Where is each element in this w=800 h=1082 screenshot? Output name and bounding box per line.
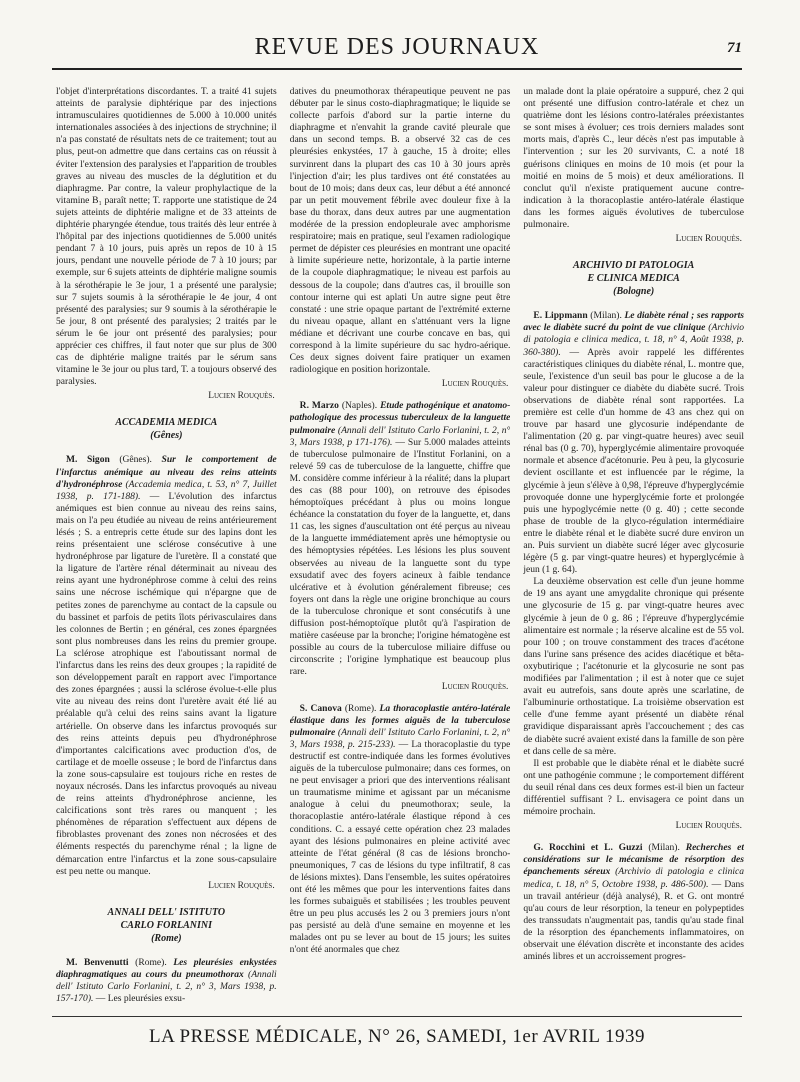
article-place: (Rome). [341, 702, 380, 714]
section-heading-line: ANNALI DELL' ISTITUTO [107, 906, 226, 918]
journal-section-heading [523, 259, 744, 298]
article-body: — Dans un travail antérieur (déjà analysé), R. et G. ont montré qu'au cours de leur résorption, la teneur en polypeptides des transsudats n'augmentait pas, tandis qu'au stade final de la résorption des épanchements inflammatoires, on observait une élévation discrète et inconstante des acides aminés libres et un accroissement progres- [523, 878, 745, 963]
article-title: La thoracoplastie antéro-latérale élastique dans les formes aiguës de la tuberculose pulmonaire [289, 702, 511, 738]
article-title: Sur le comportement de l'infarctus anémique au niveau des reins atteints d'hydronéphrose [56, 454, 277, 490]
journal-section-heading [56, 906, 277, 945]
author-signature: Lucien Rouquès. [675, 821, 743, 832]
article-place: (Milan). [587, 310, 625, 322]
author-signature: Lucien Rouquès. [208, 880, 275, 891]
section-heading-line: ACCADEMIA MEDICA [115, 417, 218, 429]
author-signature: Lucien Rouquès. [441, 681, 509, 692]
article-title: Le diabète rénal ; ses rapports avec le diabète sucré du point de vue clinique [523, 310, 745, 334]
article-author: M. Sigon [66, 454, 110, 466]
footer-rule [52, 1016, 742, 1017]
article-abstract [290, 703, 511, 957]
paragraph: datives du pneumothorax thérapeutique peuvent ne pas débuter par le sinus costo-diaphragmatique; le liquide se collecte parfois d'abord sur la partie interne du diaphragme et n'envahit la grande cavité pleurale que dans un second temps. B. a observé 32 cas de ces pleurésies enkystées, 17 à gauche, 15 à droite; elles survinrent dans la plupart des cas 10 à 30 jours après l'injection d'air; les plus tardives ont été constatées au bout de 10 mois; dans deux cas, leur début a été annoncé par un petit mouvement fébrile avec douleur fixe à la base du thorax, dans deux autres par une augmentation modérée de la pression endopleurale avec amphorisme respiratoire; mais en pratique, seul l'examen radiologique permet de dépister ces pleurésies en montrant une opacité à limite supérieure nette, horizontale, à la partie interne de la coupole diaphragmatique; le niveau est parfois au dessous de la coupole; dans d'autres cas, il brouille son contour interne qui est aplati Un autre signe peut être constaté : une strie opaque partant de l'extrémité externe du niveau opaque, allant en s'atténuant vers la ligne médiane et décrivant une courbe concave en bas, qui correspond à la limite supérieure du sac hydro-aérique. Ces deux signes doivent faire pratiquer un examen radiologique en position horizontale. [289, 86, 511, 376]
article-body: — Les pleurésies exsu- [93, 993, 186, 1005]
article-author: G. Rocchini et L. Guzzi [533, 842, 643, 854]
article-title: Les pleurésies enkystées diaphragmatiques au cours du pneumothorax [56, 956, 277, 980]
article-author: M. Benvenutti [66, 956, 129, 968]
column-2 [290, 86, 511, 1006]
article-body: — Après avoir rappelé les différentes caractéristiques cliniques du diabète rénal, L. montre que, seule, l'existence d'un seuil bas pour le glucose a de la valeur pour distinguer ce diabète du diabète sucré. Trois observations de diabète rénal sont rapportées. La première est celle d'un homme de 43 ans chez qui on trouve par hasard une glycosurie indépendante de l'alimentation (20 g. par vingt-quatre heures) avec seuil rénal bas (0 g. 70), hyperglycémie alimentaire provoquée normale et absence d'acétonurie. Peu à peu, la glycosurie devient oscillante et est influencée par le régime, la glycémie à jeun s'élève à 0,98, l'épreuve d'hyperglycémie provoquée donne une hyperglycémie forte et prolongée puis une hypoglycémie nette (0 g. 40) ; cette seconde phase de trouble de la glyco-régulation intermédiaire entre le diabète rénal et le diabète sucré dure environ un an. Puis survient un diabète sucré léger avec glycosurie légère (5 g. par vingt-quatre heures) et hyperglycémie à jeun (1 g. 64). [523, 346, 745, 576]
section-heading-line: CARLO FORLANINI [120, 919, 213, 931]
article-reference: (Annali dell' Istituto Carlo Forlanini, t. 2, n° 3, Mars 1938, p. 157-170). [56, 968, 277, 1005]
author-signature: Lucien Rouquès. [441, 379, 509, 390]
article-author: R. Marzo [299, 400, 339, 412]
article-title: Etude pathogénique et anatomo-pathologique des processus tuberculeux de la languette pulmonaire [289, 400, 511, 436]
page-header [52, 22, 742, 70]
paragraph: La deuxième observation est celle d'un jeune homme de 19 ans ayant une amygdalite chronique qui présente une glycosurie de 15 g. par vingt-quatre heures avec glycémie à jeun de 0 g. 86 ; l'épreuve d'hyperglycémie alimentaire est normale ; la réserve alcaline est de 55 vol. pour 100 ; on trouve constamment des traces d'acétone dans l'urine sans présence des acides diacétique et bêta-oxybutirique ; l'acétonurie et la glycosurie ne sont pas modifiées par l'alimentation ; il est à noter que ce sujet avait eu autrefois, sans doute après une scarlatine, de l'albuminurie orthostatique. La troisième observation est celle d'une femme ayant présenté un diabète rénal gravidique disparaissant après l'accouchement ; des cas de diabète sucré avaient existé dans la famille de son père et dans celle de sa mère. [523, 576, 745, 757]
section-heading-line: (Bologne) [613, 286, 655, 298]
section-heading-line: (Gênes) [150, 430, 183, 442]
publication-footer: LA PRESSE MÉDICALE, N° 26, SAMEDI, 1er AVRIL 1939 [148, 1026, 646, 1047]
article-abstract [290, 400, 511, 678]
article-author: E. Lippmann [533, 310, 588, 322]
article-place: (Milan). [642, 842, 686, 854]
article-reference: (Accademia medica, t. 53, n° 7, Juillet 1938, p. 171-188). [56, 478, 277, 502]
article-title: Recherches et considérations sur le mécanisme de résorption des épanchements séreux [523, 842, 745, 878]
article-abstract [523, 310, 744, 576]
article-reference: (Annali dell' Istituto Carlo Forlanini, t. 2, n° 3, Mars 1938, p 171-176). [289, 424, 511, 448]
article-body: — Sur 5.000 malades atteints de tuberculose pulmonaire de l'Institut Forlanini, on a relevé 59 cas de tuberculose de la languette, chiffre que M. considère comme inférieur à la réalité; dans la plupart des cas (88 pour 100), on retrouve des épisodes hémoptoïques précédant à plus ou moins longue échéance la constatation du foyer de la languette, et, dans 11 cas, les signes d'auscultation ont été perçus au niveau de la languette immédiatement après une hémoptysie ou des hémoptysies répétées. Les lésions les plus souvent observées au niveau de la languette sont du type exsudatif avec des foyers acineux à faible tendance ulcérative et à évolution généralement fibreuse; ces foyers ont dans la règle une origine bronchique au cours de la tuberculose chronique et sont consécutifs à une diffusion post-hémoptoïque plutôt qu'à l'aspiration de matière caséeuse par la bronche; l'origine hématogène est possible au cours de la tuberculose miliaire diffuse ou circonscrite ; l'origine lymphatique est beaucoup plus rare. [289, 436, 511, 678]
text-columns [56, 86, 744, 1006]
article-abstract [56, 957, 277, 1005]
author-signature: Lucien Rouquès. [675, 234, 743, 245]
article-abstract [523, 842, 744, 963]
article-body: — L'évolution des infarctus anémiques est bien connue au niveau des reins sains, mais on l'a peu étudiée au niveau de reins antérieurement lésés ; S. a entrepris cette étude sur des lapins dont les reins présentaient une sclérose consécutive à une hydronéphrose par ligature de l'uretère. Il a constaté que la ligature de l'artère rénal déterminait au niveau des reins ayant une hydronéphrose comme à celui des reins sains une nécrose ischémique qui n'épargne que de petites zones de parenchyme au contact de la capsule ou du bassinet et parfois de petits îlots périvasculaires dans les colonnes de Bertin ; en général, ces zones épargnées sont plus nombreuses dans les reins du premier groupe. La sclérose atrophique est l'aboutissant normal de l'infarctus dans les reins des deux groupes ; la rapidité de son développement paraît en rapport avec l'importance des zones épargnées ; aussi la sclérose évolue-t-elle plus vite au niveau des reins dont l'uretère avait été lié au préalable qu'à celui des reins sains avant la ligature artérielle. On observe dans les infarctus provoqués sur des reins atteints depuis peu d'hydronéphrose d'importantes calcifications avec production d'os, de cartilage et de moelle osseuse ; le bord de l'infarctus dans la zone sous-capsulaire est toujours riche en restes de noyaux nécrosés. Dans les infarctus provoqués au niveau de reins atteints d'hydronéphrose ancienne, les calcifications sont très rares ou manquent ; les phénomènes de réparation s'effectuent aux dépens de fibroblastes provenant des zones non nécrosées et des éléments respectés du parenchyme rénal ; la ligne de démarcation entre l'infarctus et la zone sous-capsulaire est peu nette ou manque. [56, 490, 277, 877]
paragraph: un malade dont la plaie opératoire a suppuré, chez 2 qui ont présenté une diffusion contro-latérale et chez un quatrième dont les lésions contro-latérales préexistantes se sont mises à évoluer; ces trois derniers malades sont morts mais, d'après C., leur décès n'est pas imputable à l'intervention ; sur les 20 survivants, C. a noté 18 guérisons cliniques en moins de 10 mois (et pour la moitié en moins de 5 mois) et deux améliorations. Il conclut qu'il n'existe pratiquement aucune contre-indication à la thoracoplastie antéro-latérale élastique dans les formes aiguës évolutives de tuberculose pulmonaire. [523, 86, 745, 231]
paragraph: l'objet d'interprétations discordantes. T. a traité 41 sujets atteints de paralysie diphtérique par des injections intramusculaires quotidiennes de 5.000 à 10.000 unités internationales associées à des injections de strychnine; il n'a pas constaté de résultats nets de ce traitement; tout au plus, peut-on admettre que dans certains cas on réussit à éviter l'extension des paralysies et l'apparition de troubles graves au niveau des muscles de la déglutition et du diaphragme. Par contre, la valeur prophylactique de la vitamine B₁ paraît nette; T. rapporte une statistique de 24 sujets atteints de diphtérie maligne et de 33 atteints de diphtérie pharyngée étendue, tous traités dès leur entrée à l'hôpital par des injections quotidiennes de 5.000 unités pendant 7 à 10 jours, puis après un repos de 10 à 15 jours, pendant une nouvelle période de 7 à 10 jours; par exemple, sur 6 sujets atteints de diphtérie maligne soumis à la sérothérapie le 3e jour, 1 a présenté une paralysie; sur 7 sujets soumis à la sérothérapie le 4e jour, 4 ont présenté des paralysies; sur 9 soumis à la sérothérapie le 5e jour, 8 ont présenté des paralysies; 2 traités par le sérum le 6e jour ont présenté des paralysies; pour apprécier ces chiffres, il faut noter que sur plus de 300 cas de diphtérie maligne traités par le sérum sans vitamine le 3e jour ou plus tard, T. a toujours observé des paralysies. [56, 86, 277, 388]
article-place: (Gênes). [109, 454, 162, 466]
article-abstract [56, 454, 277, 877]
journal-section-title: REVUE DES JOURNAUX [254, 34, 540, 60]
article-reference: (Archivio di patologia e clinica medica, t. 18, n° 4, Août 1938, p. 360-380). [523, 322, 745, 358]
author-signature: Lucien Rouquès. [208, 391, 275, 402]
article-reference: (Archivio di patologia e clinica medica, t. 18, n° 5, Octobre 1938, p. 486-500). [523, 866, 745, 890]
header-rule [52, 68, 742, 70]
article-reference: (Annali dell' Istituto Carlo Forlanini, t. 2, n° 3, Mars 1938, p. 215-233). [289, 726, 511, 750]
section-heading-line: E CLINICA MEDICA [587, 273, 680, 285]
article-body: — La thoracoplastie du type destructif est contre-indiquée dans les formes évolutives aiguës de la tuberculose pulmonaire; dans ces formes, on ne peut envisager a priori que des interventions réalisant un traumatisme minime et agissant par un mécanisme analogue à celui du pneumothorax; seule, la thoracoplastie antéro-latérale élastique répond à ces conditions. C. a essayé cette opération chez 23 malades ayant des lésions pulmonaires en pleine activité avec atteinte de l'état général (8 cas de lésions broncho-pneumoniques, 7 cas de lésions du type infiltratif, 8 cas de lésions mixtes). Dans l'ensemble, les suites opératoires ont été les mêmes que pour les interventions faites dans les formes subaiguës et stabilisées ; les troubles peuvent être un peu plus accusés les 2 ou 3 premiers jours n'ont pas persisté au delà d'une semaine en moyenne et les malades ont pu se lever au bout de 15 jours; les suites n'ont été anormales que chez [289, 738, 511, 956]
column-3 [523, 86, 744, 1006]
section-heading-line: ARCHIVIO DI PATOLOGIA [573, 260, 695, 272]
article-place: (Rome). [128, 956, 174, 968]
paragraph: Il est probable que le diabète rénal et le diabète sucré ont une pathogénie commune ; le comportement différent du seuil rénal dans ces deux formes est-il bien un facteur différentiel suffisant ? L. envisagera ce point dans un mémoire prochain. [523, 757, 745, 818]
page-number: 71 [727, 40, 742, 56]
journal-section-heading [56, 416, 277, 442]
page-footer [52, 1016, 742, 1052]
column-1 [56, 86, 277, 1006]
article-place: (Naples). [338, 400, 381, 412]
section-heading-line: (Rome) [151, 932, 182, 944]
article-author: S. Canova [299, 702, 342, 714]
